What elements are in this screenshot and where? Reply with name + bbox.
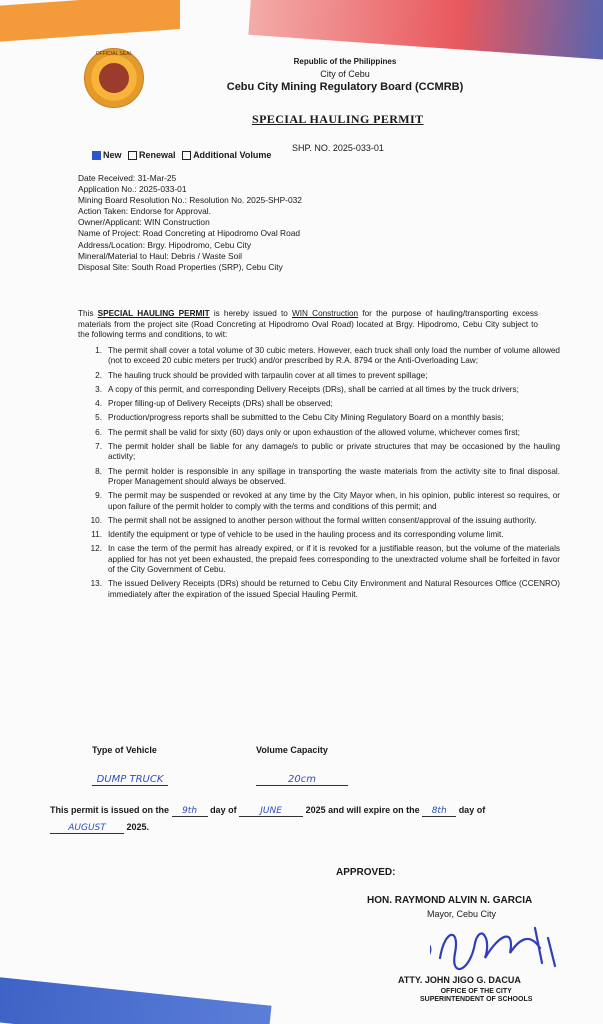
orange-band <box>0 0 180 43</box>
page-title: SPECIAL HAULING PERMIT <box>252 112 424 126</box>
permit-type-options <box>88 150 271 160</box>
expiry-day: 8th <box>422 806 456 817</box>
republic-line: Republic of the Philippines <box>293 57 397 66</box>
term-item: 13. The issued Delivery Receipts (DRs) should be returned to Cebu City Environment and Natural Resources Office (CCENRO) immediately after the expiration of the issued Special Hauling Permit. <box>90 579 560 599</box>
issue-month: JUNE <box>239 806 303 817</box>
term-item: 10. The permit shall not be assigned to another person without the formal written consent/approval of the issuing authority. <box>90 515 537 525</box>
expiry-month: AUGUST <box>50 823 124 834</box>
application-no: Application No.: 2025-033-01 <box>78 184 187 194</box>
signature-icon <box>430 918 570 978</box>
atty-role-line: SUPERINTENDENT OF SCHOOLS <box>420 996 533 1003</box>
action-taken: Action Taken: Endorse for Approval. <box>78 206 211 216</box>
issuance-line-2 <box>50 822 149 834</box>
volume-capacity-header: Volume Capacity <box>256 745 328 755</box>
vehicle-type-header: Type of Vehicle <box>92 745 157 755</box>
seal-text: OFFICIAL SEAL <box>95 51 133 57</box>
term-item: 9. The permit may be suspended or revoked at any time by the City Mayor when, in his opinion, public interest so requires, or upon failure of the permit holder to comply with the terms and conditions of this permit; and <box>95 491 560 511</box>
shp-number: SHP. NO. 2025-033-01 <box>292 143 384 153</box>
issued-text-2: day of <box>210 805 237 815</box>
owner-applicant: Owner/Applicant: WIN Construction <box>78 217 210 227</box>
issued-text-4: day of <box>458 805 486 815</box>
term-item: 8. The permit holder is responsible in any spillage in transporting the waste materials from the activity site to final disposal. Proper Management should always be observed. <box>95 466 560 486</box>
resolution-no: Mining Board Resolution No.: Resolution No. 2025-SHP-032 <box>78 195 302 205</box>
intro-text-3: for the purpose of hauling/transporting excess materials from the project site (Road Concreting at Hipodromo Oval Road) located at Brgy. Hipodromo, Cebu City subject to the following terms and conditions, to wit: <box>78 309 539 339</box>
term-item: 5. Production/progress reports shall be submitted to the Cebu City Mining Regulatory Board on a monthly basis; <box>95 413 504 423</box>
material-to-haul: Mineral/Material to Haul: Debris / Waste Soil <box>78 251 242 261</box>
terms-list <box>80 346 560 604</box>
term-item: 3. A copy of this permit, and corresponding Delivery Receipts (DRs), shall be carried at all times by the truck drivers; <box>95 384 519 394</box>
flag-band <box>248 0 603 61</box>
new-label: New <box>103 150 122 160</box>
atty-office <box>420 988 532 1004</box>
atty-name: ATTY. JOHN JIGO G. DACUA <box>398 975 521 985</box>
renewal-label: Renewal <box>139 150 176 160</box>
vehicle-type-value: DUMP TRUCK <box>92 774 168 786</box>
approved-label: APPROVED: <box>336 867 396 878</box>
mayor-name: HON. RAYMOND ALVIN N. GARCIA <box>367 895 533 906</box>
issue-day: 9th <box>172 806 208 817</box>
new-checkbox[interactable] <box>92 151 101 160</box>
additional-checkbox[interactable] <box>182 151 191 160</box>
city-seal-icon <box>84 48 144 108</box>
term-item: 11. Identify the equipment or type of vehicle to be used in the hauling process and its corresponding volume limit. <box>91 530 504 540</box>
term-item: 6. The permit shall be valid for sixty (60) days only or upon exhaustion of the allowed volume, whichever comes first; <box>95 427 520 437</box>
volume-capacity-value: 20cm <box>256 774 348 786</box>
city-line: City of Cebu <box>320 69 370 79</box>
intro-permit: SPECIAL HAULING PERMIT <box>97 309 210 318</box>
additional-label: Additional Volume <box>193 150 272 160</box>
term-item: 1. The permit shall cover a total volume of 30 cubic meters. However, each truck shall only load the number of volume allowed (not to exceed 20 cubic meters per truck) and/or prescribed by R.A. 8794 or the Anti-Overloading Law; <box>95 346 560 366</box>
intro-company: WIN Construction <box>292 309 359 318</box>
date-received: Date Received: 31-Mar-25 <box>78 173 177 183</box>
issued-text-3: 2025 and will expire on the <box>305 805 420 815</box>
term-item: 4. Proper filling-up of Delivery Receipts (DRs) shall be observed; <box>95 399 333 409</box>
board-line: Cebu City Mining Regulatory Board (CCMRB) <box>226 81 464 93</box>
term-item: 7. The permit holder shall be liable for any damage/s to public or private structures that may be occasioned by the hauling activity; <box>95 442 560 462</box>
seal-center <box>99 63 129 93</box>
term-item: 12. In case the term of the permit has already expired, or if it is revoked for a justifiable reason, but the volume of the materials applied for has not yet been exhausted, the prepaid fees corresponding to the unextracted volume shall be forfeited in favor of the City Government of Cebu. <box>90 544 560 575</box>
blue-band <box>0 974 272 1024</box>
mayor-title: Mayor, Cebu City <box>427 909 497 919</box>
intro-paragraph <box>78 309 538 341</box>
address-location: Address/Location: Brgy. Hipodromo, Cebu City <box>78 240 252 250</box>
term-item: 2. The hauling truck should be provided with tarpaulin cover at all times to prevent spillage; <box>95 370 428 380</box>
disposal-site: Disposal Site: South Road Properties (SRP), Cebu City <box>78 262 283 272</box>
issued-text-1: This permit is issued on the <box>50 805 170 815</box>
renewal-checkbox[interactable] <box>128 151 137 160</box>
intro-text-1: This <box>78 309 94 318</box>
issued-text-5: 2025. <box>126 822 150 832</box>
project-name: Name of Project: Road Concreting at Hipodromo Oval Road <box>78 228 301 238</box>
issuance-line-1 <box>50 805 485 817</box>
atty-office-line: OFFICE OF THE CITY <box>440 988 512 995</box>
intro-text-2: is hereby issued to <box>213 309 288 318</box>
